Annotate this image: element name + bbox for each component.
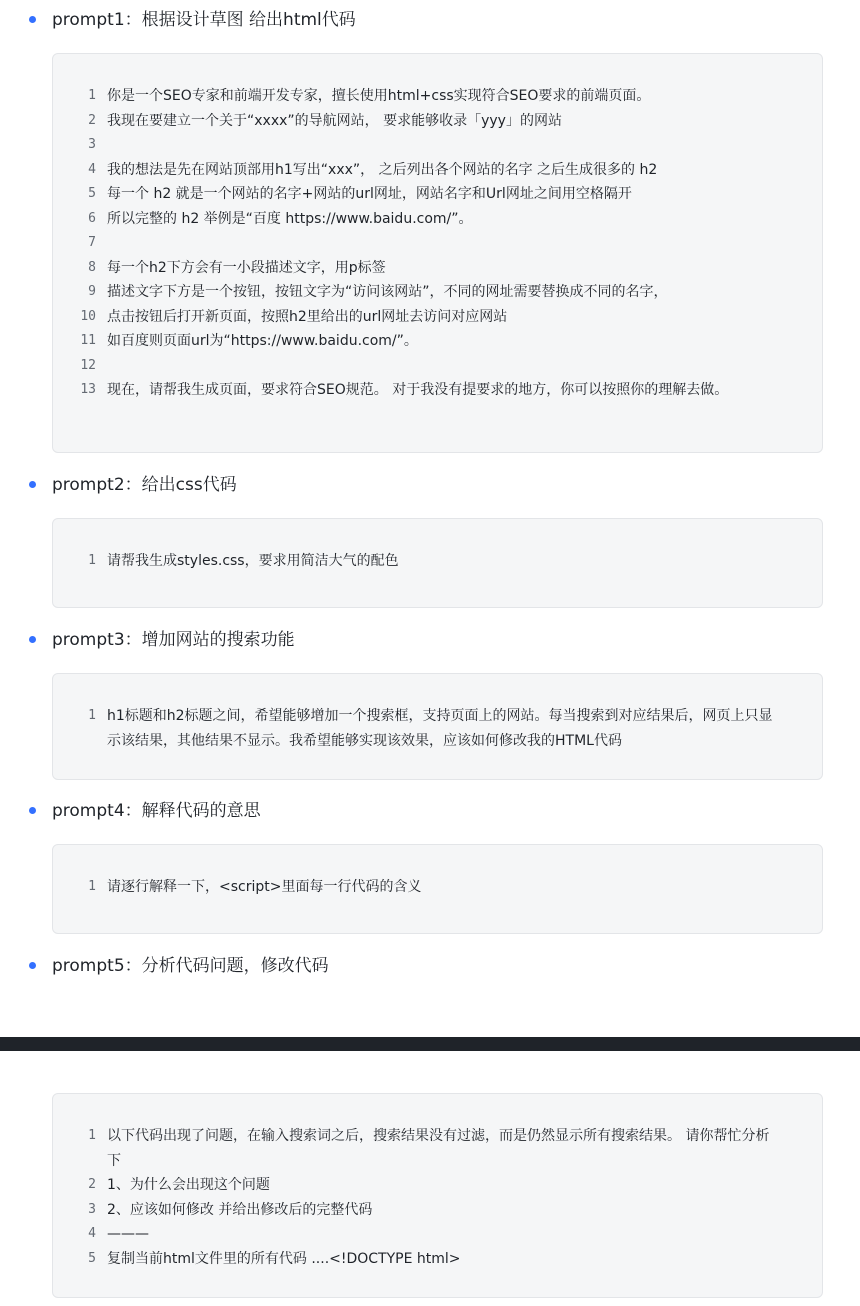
prompt5-code-block: [52, 1093, 823, 1298]
code-line: [53, 875, 822, 900]
code-text: [107, 231, 822, 256]
prompt4-title: prompt4：解释代码的意思: [52, 801, 261, 821]
prompt5-title: prompt5：分析代码问题，修改代码: [52, 956, 329, 976]
code-line: [53, 182, 822, 207]
line-number: 11: [80, 333, 96, 348]
line-number: 2: [88, 112, 96, 128]
code-text: 复制当前html文件里的所有代码 ....<!DOCTYPE html>: [107, 1250, 461, 1267]
code-text: 点击按钮后打开新页面，按照h2里给出的url网址去访问对应网站: [107, 308, 508, 325]
line-number: 1: [88, 88, 96, 103]
bullet-dot-icon: [29, 481, 36, 488]
prompt1-title: prompt1：根据设计草图 给出html代码: [52, 10, 356, 30]
line-number: 5: [88, 1250, 96, 1266]
code-text: 我现在要建立一个关于“xxxx”的导航网站， 要求能够收录「yyy」的网站: [107, 112, 562, 129]
line-number: 7: [88, 235, 96, 250]
prompt1-code-block: [52, 53, 823, 453]
prompt2-code-block: [52, 518, 823, 608]
bullet-dot-icon: [29, 636, 36, 643]
code-line: [53, 354, 822, 379]
line-number: 1: [88, 1128, 96, 1143]
code-text: 如百度则页面url为“https://www.baidu.com/”。: [107, 333, 418, 349]
code-line: [53, 1173, 822, 1198]
code-text: [107, 354, 822, 379]
code-text: 所以完整的 h2 举例是“百度 https://www.baidu.com/”。: [107, 210, 473, 227]
code-line: [53, 378, 822, 403]
line-number: 3: [88, 1201, 96, 1217]
code-text: 你是一个SEO专家和前端开发专家，擅长使用html+css实现符合SEO要求的前端页面。: [107, 88, 651, 104]
prompt3-item: [0, 628, 860, 652]
code-line: [53, 329, 822, 354]
code-text: 每一个h2下方会有一小段描述文字，用p标签: [107, 259, 386, 276]
code-text: 请逐行解释一下，<script>里面每一行代码的含义: [107, 879, 422, 895]
line-number: 4: [88, 1226, 96, 1241]
prompt2-item: [0, 473, 860, 497]
code-text: [107, 133, 822, 158]
code-text: h1标题和h2标题之间，希望能够增加一个搜索框，支持页面上的网站。每当搜索到对应结果后，网页上只显示该结果，其他结果不显示。我希望能够实现该效果，应该如何修改我的HTML代码: [107, 708, 773, 749]
code-line: [53, 109, 822, 134]
prompt3-code-block: [52, 673, 823, 780]
code-text: 现在，请帮我生成页面，要求符合SEO规范。 对于我没有提要求的地方，你可以按照你的理解去做。: [107, 382, 729, 398]
prompt3-title: prompt3：增加网站的搜索功能: [52, 630, 295, 650]
section-divider: [0, 1037, 860, 1051]
code-line: [53, 256, 822, 281]
line-number: 8: [88, 259, 96, 275]
bullet-dot-icon: [29, 16, 36, 23]
prompt4-item: [0, 799, 860, 823]
line-number: 12: [80, 357, 96, 373]
line-number: 13: [80, 382, 96, 397]
line-number: 6: [88, 210, 96, 226]
code-line: [53, 231, 822, 256]
code-line: [53, 84, 822, 109]
code-text: 请帮我生成styles.css，要求用简洁大气的配色: [107, 553, 399, 569]
code-line: [53, 1247, 822, 1272]
bullet-dot-icon: [29, 962, 36, 969]
code-line: [53, 1124, 822, 1173]
line-number: 9: [88, 284, 96, 299]
line-number: 2: [88, 1177, 96, 1192]
code-line: [53, 207, 822, 232]
line-number: 1: [88, 879, 96, 894]
line-number: 1: [88, 553, 96, 568]
prompt2-title: prompt2：给出css代码: [52, 475, 237, 495]
code-text: 2、应该如何修改 并给出修改后的完整代码: [107, 1201, 373, 1218]
code-line: [53, 1222, 822, 1247]
code-text: ———: [107, 1226, 149, 1242]
line-number: 5: [88, 186, 96, 201]
prompt4-code-block: [52, 844, 823, 934]
code-line: [53, 1198, 822, 1223]
code-line: [53, 549, 822, 574]
code-line: [53, 133, 822, 158]
line-number: 4: [88, 161, 96, 177]
code-text: 1、为什么会出现这个问题: [107, 1177, 270, 1193]
line-number: 3: [88, 137, 96, 152]
line-number: 1: [88, 708, 96, 723]
prompt1-item: [0, 8, 860, 32]
code-line: [53, 280, 822, 305]
code-text: 描述文字下方是一个按钮，按钮文字为“访问该网站”，不同的网址需要替换成不同的名字，: [107, 284, 668, 300]
bullet-dot-icon: [29, 807, 36, 814]
code-line: [53, 704, 822, 753]
code-line: [53, 158, 822, 183]
code-line: [53, 305, 822, 330]
code-text: 以下代码出现了问题，在输入搜索词之后，搜索结果没有过滤，而是仍然显示所有搜索结果。 请你帮忙分析下: [107, 1128, 770, 1169]
code-text: 每一个 h2 就是一个网站的名字+网站的url网址，网站名字和Url网址之间用空格隔开: [107, 186, 632, 202]
prompt5-item: [0, 954, 860, 978]
line-number: 10: [80, 308, 96, 324]
code-text: 我的想法是先在网站顶部用h1写出“xxx”， 之后列出各个网站的名字 之后生成很多的 h2: [107, 161, 658, 178]
